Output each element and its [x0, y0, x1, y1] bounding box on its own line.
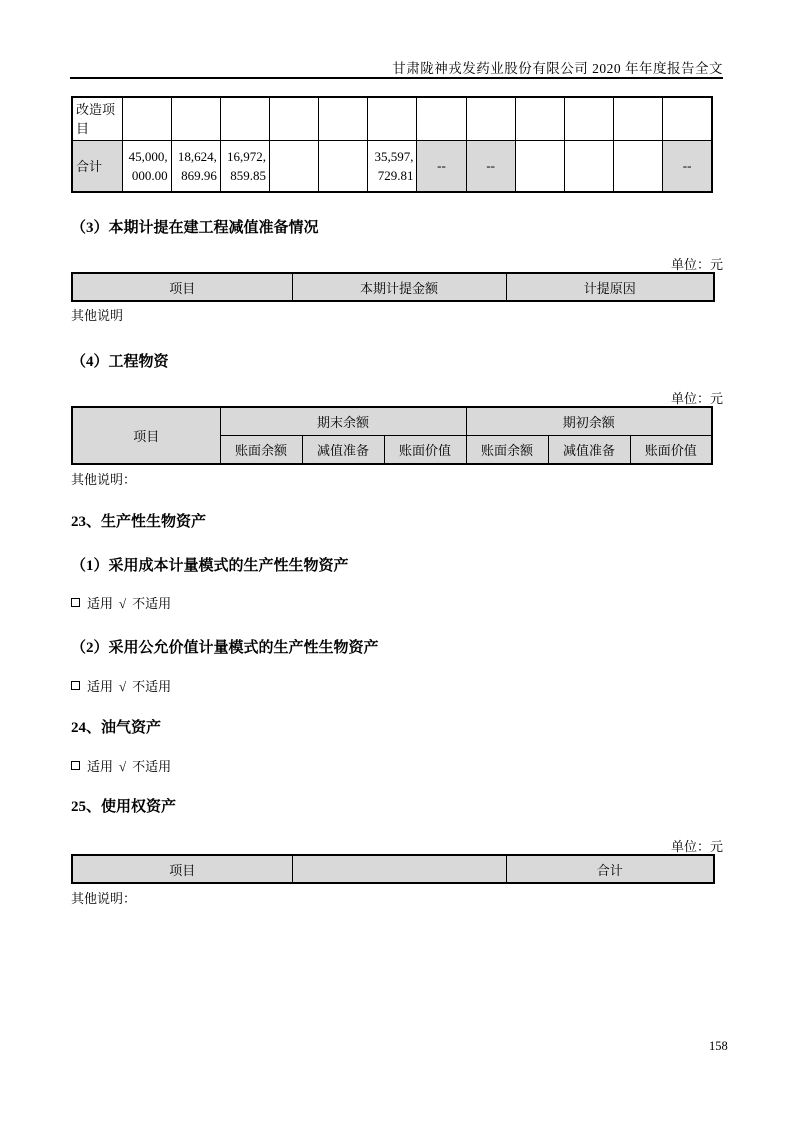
total-cell	[515, 141, 564, 193]
column-header-reason: 计提原因	[506, 273, 714, 301]
section3-heading: （3）本期计提在建工程减值准备情况	[71, 220, 319, 236]
total-cell: 35,597,729.81	[368, 141, 417, 193]
section23-sub1-heading: （1）采用成本计量模式的生产性生物资产	[71, 558, 349, 574]
group-header-beginning-balance: 期初余额	[466, 407, 712, 436]
subheader-book-value: 账面价值	[630, 436, 712, 465]
total-cell	[614, 141, 663, 193]
subheader-impairment: 减值准备	[548, 436, 630, 465]
right-of-use-assets-table	[71, 854, 715, 884]
other-note: 其他说明	[71, 308, 124, 323]
group-header-ending-balance: 期末余额	[220, 407, 466, 436]
not-applicable-label: 不适用	[132, 759, 172, 774]
unit-label: 单位：元	[670, 391, 723, 406]
total-cell	[564, 141, 613, 193]
checkbox-icon	[71, 761, 80, 770]
table-cell	[515, 97, 564, 141]
check-mark-icon: √	[119, 679, 127, 694]
unit-label: 单位：元	[670, 257, 723, 272]
applicable-label: 适用	[87, 679, 114, 694]
total-cell: 18,624,869.96	[171, 141, 220, 193]
section23-heading: 23、生产性生物资产	[71, 514, 207, 530]
project-row-label: 改造项目	[72, 97, 122, 141]
total-cell: 16,972,859.85	[220, 141, 269, 193]
subheader-book-balance: 账面余额	[466, 436, 548, 465]
unit-label: 单位：元	[670, 839, 723, 854]
applicability-line	[71, 756, 171, 775]
total-cell	[269, 141, 318, 193]
table-cell	[319, 97, 368, 141]
section25-heading: 25、使用权资产	[71, 799, 177, 815]
not-applicable-label: 不适用	[132, 596, 172, 611]
table-cell	[269, 97, 318, 141]
not-applicable-label: 不适用	[132, 679, 172, 694]
total-cell: --	[417, 141, 466, 193]
table-cell	[220, 97, 269, 141]
total-cell: --	[663, 141, 712, 193]
table-cell	[417, 97, 466, 141]
page-number: 158	[709, 1039, 728, 1053]
total-cell	[319, 141, 368, 193]
table-cell	[663, 97, 712, 141]
table-cell	[122, 97, 171, 141]
total-row-label: 合计	[72, 141, 122, 193]
cip-continuation-table	[71, 96, 713, 193]
total-row	[72, 141, 712, 193]
column-header-amount: 本期计提金额	[292, 273, 506, 301]
table-header-row	[72, 855, 714, 883]
total-cell: 45,000,000.00	[122, 141, 171, 193]
subheader-impairment: 减值准备	[302, 436, 384, 465]
table-cell	[171, 97, 220, 141]
table-cell	[466, 97, 515, 141]
header-divider-rule	[70, 77, 723, 79]
subheader-book-balance: 账面余额	[220, 436, 302, 465]
report-header-title: 甘肃陇神戎发药业股份有限公司 2020 年年度报告全文	[392, 61, 723, 76]
total-cell: --	[466, 141, 515, 193]
table-cell	[368, 97, 417, 141]
table-cell	[564, 97, 613, 141]
column-header-total: 合计	[506, 855, 714, 883]
section24-heading: 24、油气资产	[71, 720, 162, 736]
column-header-item: 项目	[72, 407, 220, 464]
subheader-book-value: 账面价值	[384, 436, 466, 465]
column-header-blank	[292, 855, 506, 883]
engineering-materials-table	[71, 406, 713, 465]
table-group-header-row	[72, 407, 712, 436]
applicable-label: 适用	[87, 759, 114, 774]
column-header-item: 项目	[72, 855, 292, 883]
section23-sub2-heading: （2）采用公允价值计量模式的生产性生物资产	[71, 640, 379, 656]
applicability-line	[71, 676, 171, 695]
impairment-provision-table	[71, 272, 715, 302]
section4-heading: （4）工程物资	[71, 354, 169, 370]
other-note: 其他说明：	[71, 891, 137, 906]
check-mark-icon: √	[119, 596, 127, 611]
project-row	[72, 97, 712, 141]
checkbox-icon	[71, 681, 80, 690]
applicable-label: 适用	[87, 596, 114, 611]
applicability-line	[71, 593, 171, 612]
table-header-row	[72, 273, 714, 301]
other-note: 其他说明：	[71, 472, 137, 487]
table-cell	[614, 97, 663, 141]
checkbox-icon	[71, 598, 80, 607]
check-mark-icon: √	[119, 759, 127, 774]
column-header-item: 项目	[72, 273, 292, 301]
